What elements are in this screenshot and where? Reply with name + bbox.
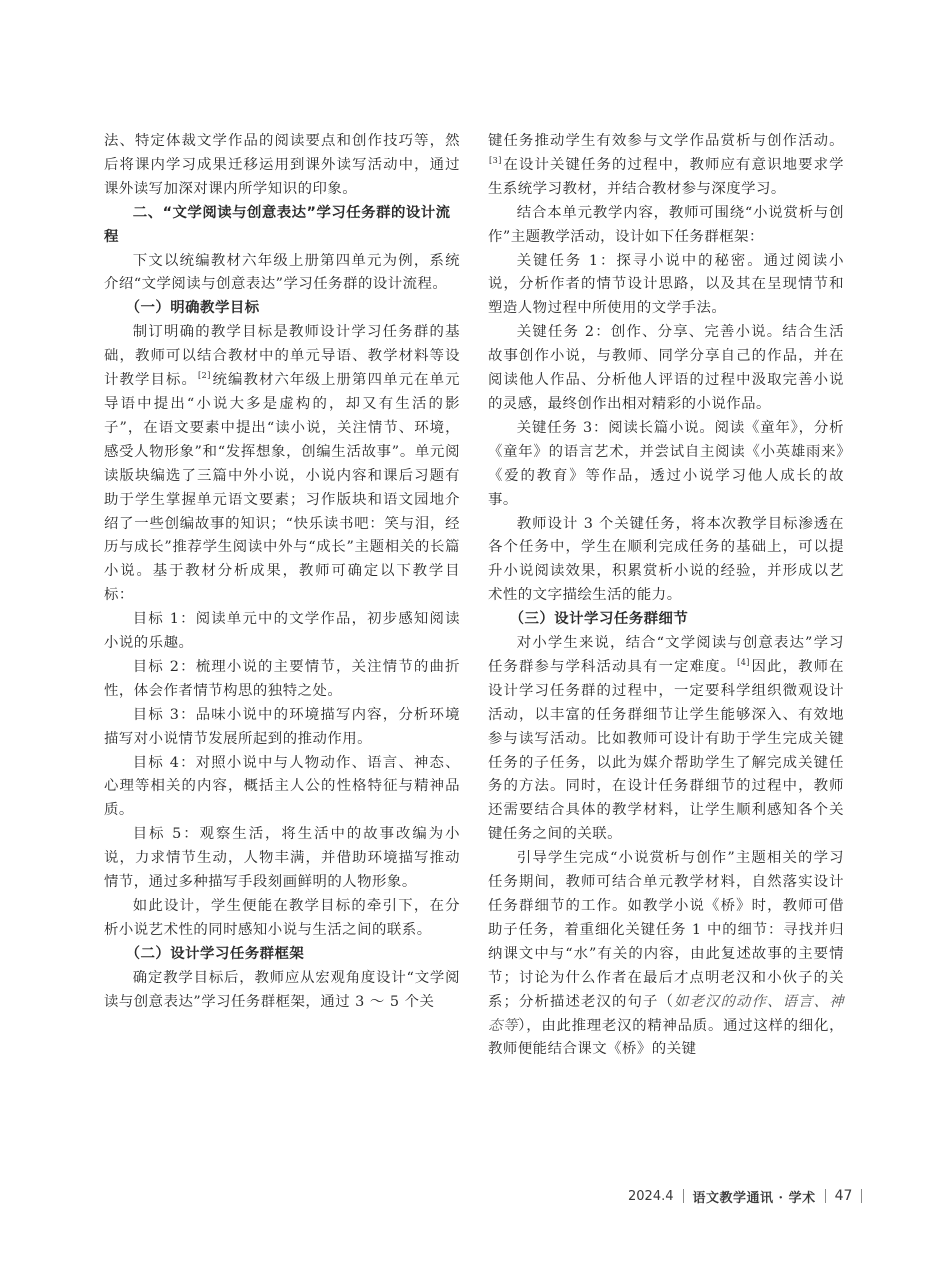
footer-divider: [861, 1189, 862, 1203]
goal-item: 目标 2：梳理小说的主要情节，关注情节的曲折性，体会作者情节构思的独特之处。: [104, 658, 460, 699]
text-run: 键任务推动学生有效参与文学作品赏析与创作活动。: [488, 133, 844, 149]
goal-item: 目标 5：观察生活，将生活中的故事改编为小说，力求情节生动，人物丰满，并借助环境描写推动情节，通过多种描写手段刻画鲜明的人物形象。: [104, 826, 460, 891]
section-heading: 二、“文学阅读与创意表达”学习任务群的设计流程: [104, 204, 451, 245]
page-number: 47: [834, 1188, 853, 1204]
paragraph: [104, 321, 460, 608]
italic-text-run: 如老汉的动作、语言、神态等: [488, 993, 844, 1034]
goal-item: 目标 3：品味小说中的环境描写内容，分析环境描写对小说情节发展所起到的推动作用。: [104, 706, 460, 747]
text-run: 因此，教师在设计学习任务群的过程中，一定要科学组织微观设计活动，以丰富的任务群细节让学生能够深入、有效地参与读写活动。比如教师可设计有助于学生完成关键任务的子任务，以此为媒介帮助学生了解完成关键任务的方法。同时，在设计任务群细节的过程中，教师还需要结合具体的教学材料，让学生顺利感知各个关键任务之间的关联。: [488, 658, 844, 843]
text-run: 在设计关键任务的过程中，教师应有意识地要求学生系统学习教材，并结合教材参与深度学习。: [488, 156, 844, 197]
text-run: 统编教材六年级上册第四单元在单元导语中提出“小说大多是虚构的，却又有生活的影子”，在语文要素中提出“读小说，关注情节、环境，感受人物形象”和“发挥想象，创编生活故事”。单元阅读版块编选了三篇中外小说，小说内容和课后习题有助于学生掌握单元语文要素；习作版块和语文园地介绍了一些创编故事的知识；“快乐读书吧：笑与泪，经历与成长”推荐学生阅读中外与“成长”主题相关的长篇小说。基于教材分析成果，教师可确定以下教学目标：: [104, 372, 460, 604]
citation-marker: [4]: [737, 658, 750, 668]
task-item: 关键任务 1：探寻小说中的秘密。通过阅读小说，分析作者的情节设计思路，以及其在呈现情节和塑造人物过程中所使用的文学手法。: [488, 252, 844, 317]
task-item: 关键任务 3：阅读长篇小说。阅读《童年》，分析《童年》的语言艺术，并尝试自主阅读《小英雄雨来》《爱的教育》等作品，透过小说学习他人成长的故事。: [488, 419, 844, 508]
paragraph: 结合本单元教学内容，教师可围绕“小说赏析与创作”主题教学活动，设计如下任务群框架：: [488, 204, 844, 245]
left-column: [104, 130, 460, 1015]
page-footer: [628, 1186, 871, 1206]
footer-divider: [825, 1189, 826, 1203]
text-run: ），由此推理老汉的精神品质。通过这样的细化，教师便能结合课文《桥》的关键: [488, 1017, 844, 1058]
paragraph: [488, 130, 844, 202]
subsection-heading: （三）设计学习任务群细节: [509, 611, 689, 628]
paragraph: [488, 632, 844, 847]
right-column: [488, 130, 844, 1062]
text-run: 制订明确的教学目标是教师设计学习任务群的基础，教师可以结合教材中的单元导语、教学材料等设计教学目标。: [104, 324, 460, 389]
task-item: 关键任务 2：创作、分享、完善小说。结合生活故事创作小说，与教师、同学分享自己的作品，并在阅读他人作品、分析他人评语的过程中汲取完善小说的灵感，最终创作出相对精彩的小说作品。: [488, 324, 844, 412]
footer-divider: [683, 1189, 684, 1203]
text-run: 对小学生来说，结合“文学阅读与创意表达”学习任务群参与学科活动具有一定难度。: [488, 635, 844, 675]
citation-marker: [3]: [489, 156, 502, 166]
paragraph: 如此设计，学生便能在教学目标的牵引下，在分析小说艺术性的同时感知小说与生活之间的联系。: [104, 898, 460, 938]
paragraph: 法、特定体裁文学作品的阅读要点和创作技巧等，然后将课内学习成果迁移运用到课外读写活动中，通过课外读写加深对课内所学知识的印象。: [104, 133, 460, 197]
citation-marker: [2]: [198, 371, 211, 381]
goal-item: 目标 4：对照小说中与人物动作、语言、神态、心理等相关的内容，概括主人公的性格特征与精神品质。: [104, 754, 460, 819]
paragraph: [488, 847, 844, 1062]
text-run: 引导学生完成“小说赏析与创作”主题相关的学习任务期间，教师可结合单元教学材料，自然落实设计任务群细节的工作。如教学小说《桥》时，教师可借助子任务，着重细化关键任务 1 中的细节：寻找并归纳课文中与“水”有关的内容，由此复述故事的主要情节；讨论为什么作者在最后才点明老汉和小伙子的关系；分析描述老汉的句子（: [488, 850, 844, 1010]
journal-name: 语文教学通讯 · 学术: [692, 1190, 816, 1206]
paragraph: 教师设计 3 个关键任务，将本次教学目标渗透在各个任务中，学生在顺利完成任务的基础上，可以提升小说阅读效果，积累赏析小说的经验，并形成以艺术性的文字描绘生活的能力。: [488, 515, 844, 604]
issue-number: 2024.4: [628, 1188, 674, 1204]
paragraph: 确定教学目标后，教师应从宏观角度设计“文学阅读与创意表达”学习任务群框架，通过 3 ～ 5 个关: [104, 969, 460, 1010]
goal-item: 目标 1：阅读单元中的文学作品，初步感知阅读小说的乐趣。: [104, 611, 460, 652]
paragraph: 下文以统编教材六年级上册第四单元为例，系统介绍“文学阅读与创意表达”学习任务群的设计流程。: [104, 252, 460, 293]
subsection-heading: （一）明确教学目标: [125, 300, 260, 317]
subsection-heading: （二）设计学习任务群框架: [125, 945, 305, 962]
